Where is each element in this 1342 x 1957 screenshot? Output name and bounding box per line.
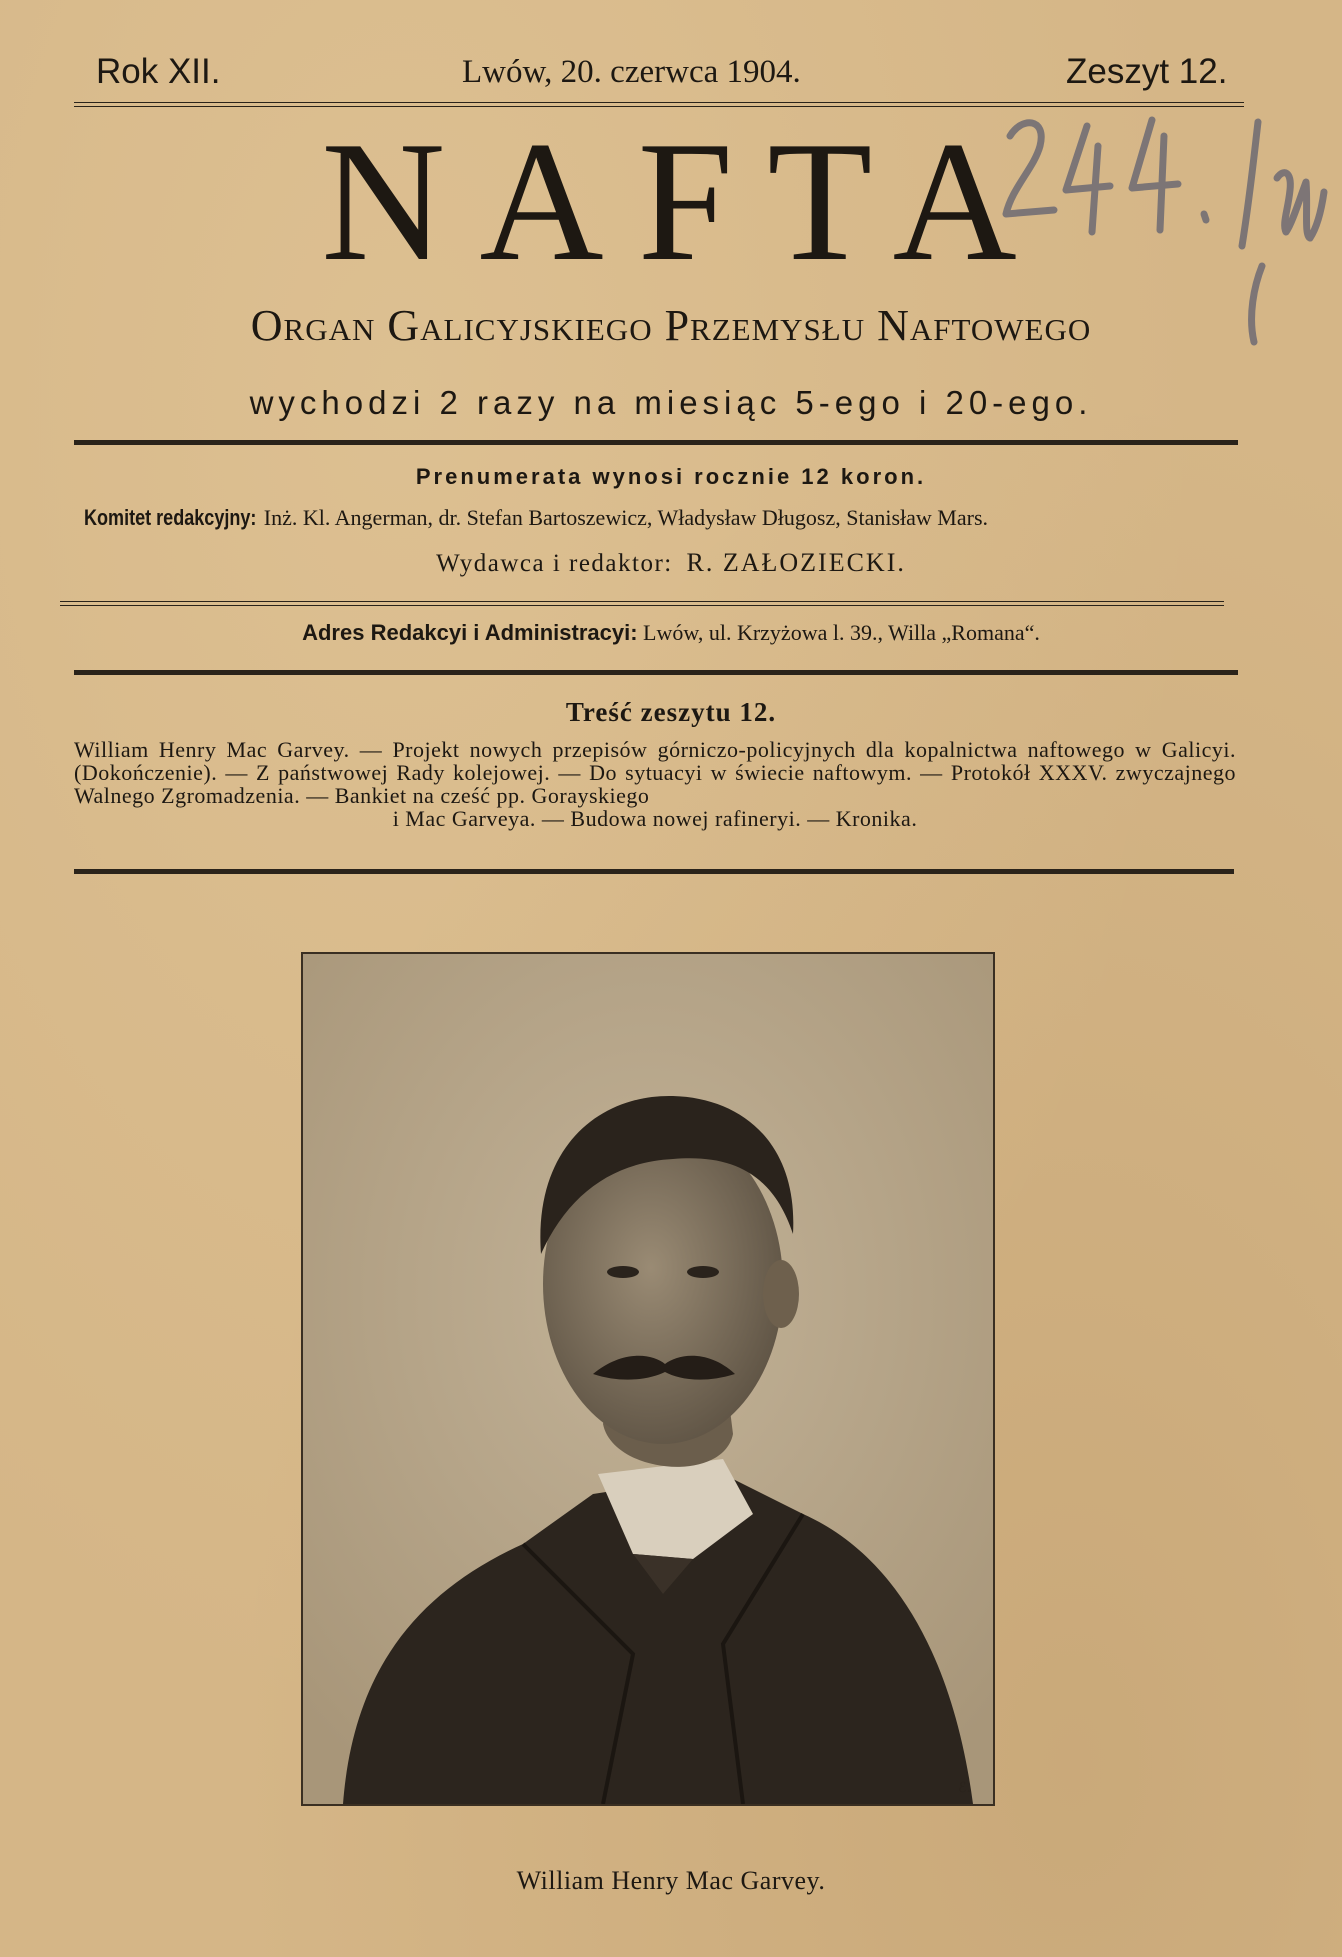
publisher-label: Wydawca i redaktor: xyxy=(436,550,673,577)
editorial-committee-members: Inż. Kl. Angerman, dr. Stefan Bartoszewicz, Władysław Długosz, Stanisław Mars. xyxy=(263,505,989,530)
address-line xyxy=(0,620,1342,646)
contents-text-last-line: i Mac Garveya. — Budowa nowej rafineryi. — Kronika. xyxy=(392,806,918,831)
editorial-committee-label: Komitet redakcyjny: xyxy=(84,505,257,530)
address-label: Adres Redakcyi i Administracyi: xyxy=(302,620,638,645)
portrait-photo xyxy=(301,952,995,1806)
divider xyxy=(74,670,1238,675)
handwritten-note xyxy=(992,106,1342,350)
issue-date: Lwów, 20. czerwca 1904. xyxy=(462,54,801,90)
portrait-caption: William Henry Mac Garvey. xyxy=(516,1866,826,1895)
editorial-committee xyxy=(84,505,988,531)
masthead-title: NAFTA xyxy=(321,107,1051,297)
divider xyxy=(74,102,1244,103)
contents-title: Treść zeszytu 12. xyxy=(565,697,777,727)
divider xyxy=(74,869,1234,874)
publication-frequency: wychodzi 2 razy na miesiąc 5-ego i 20-ego. xyxy=(249,384,1093,421)
portrait-illustration xyxy=(303,954,993,1804)
contents-body xyxy=(74,738,1236,830)
svg-text:ℰ.: ℰ. xyxy=(958,1780,971,1796)
divider xyxy=(60,601,1224,602)
address-value: Lwów, ul. Krzyżowa l. 39., Willa „Romana“. xyxy=(643,620,1040,645)
masthead-subtitle: Organ Galicyjskiego Przemysłu Naftowego xyxy=(250,301,1092,350)
publisher-name: R. ZAŁOZIECKI. xyxy=(686,548,906,577)
contents-text: William Henry Mac Garvey. — Projekt nowych przepisów górniczo-policyjnych dla kopalnictwa naftowego w Galicyi. (Dokończenie). — Z państwowej Rady kolejowej. — Do sytuacyi w świecie naftowym. — Protokół XXXV. zwyczajnego Walnego Zgromadzenia. — Bankiet na cześć pp. Gorayskiego xyxy=(74,737,1236,808)
divider xyxy=(74,440,1238,445)
handwritten-note-drawing xyxy=(992,106,1342,346)
issue-number: Zeszyt 12. xyxy=(1066,52,1228,91)
divider xyxy=(60,605,1224,606)
subscription-info: Prenumerata wynosi rocznie 12 koron. xyxy=(415,464,927,489)
volume-number: Rok XII. xyxy=(96,52,221,91)
publisher-editor xyxy=(0,548,1342,578)
